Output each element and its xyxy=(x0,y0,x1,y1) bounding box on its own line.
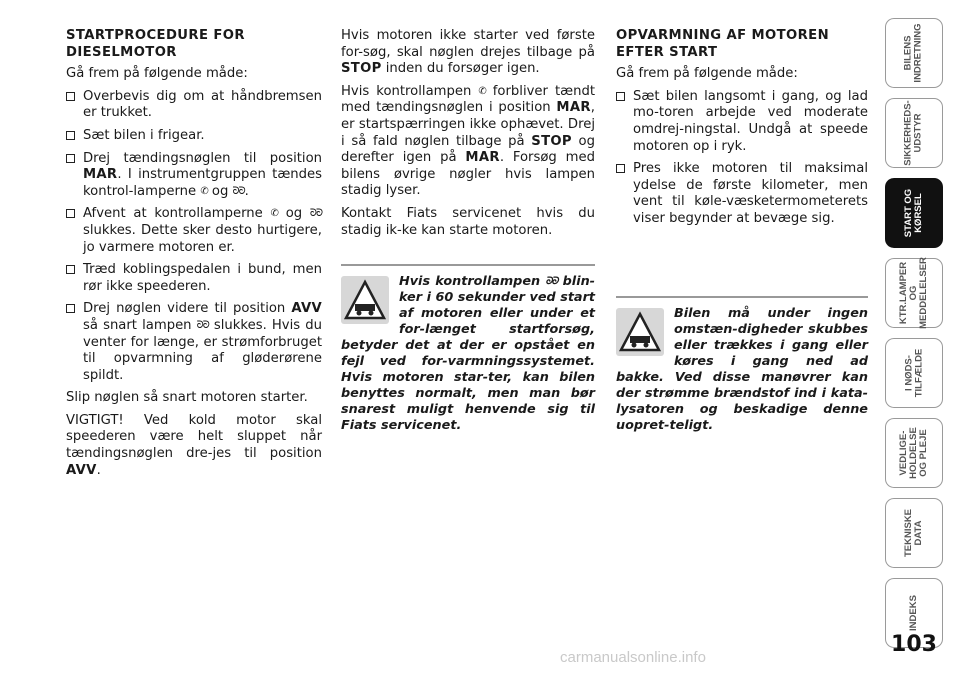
list-item: Afvent at kontrollamperne ✆ og ᘐᘐ slukkes. Dette sker desto hurtigere, jo varmere motoren er. xyxy=(66,206,322,256)
glow-plug-lamp-icon: ᘐᘐ xyxy=(545,275,558,287)
list-item: Pres ikke motoren til maksimal ydelse de første kilometer, men vent til køle-væsketermometerets viser begynder at bevæge sig. xyxy=(616,161,868,227)
bullet-box-icon xyxy=(616,92,625,101)
warning-sign-icon xyxy=(616,308,664,356)
list-item: Drej nøglen videre til position AVV så snart lampen ᘐᘐ slukkes. Hvis du venter for længe, er strømforbruget til opvarmning af gløderørene spildt. xyxy=(66,301,322,384)
intro-text: Gå frem på følgende måde: xyxy=(616,66,798,82)
warning-box-push-start: Bilen må under ingen omstæn-digheder skubbes eller trækkes i gang eller køres i gang ned ad bakke. Ved disse manøvrer kan der strømme brændstof ind i kata-lysatoren og beskadige denne uopret-teligt. xyxy=(616,296,868,434)
bullet-box-icon xyxy=(616,164,625,173)
watermark: carmanualsonline.info xyxy=(560,649,706,666)
list-item: Sæt bilen i frigear. xyxy=(66,128,322,145)
glow-plug-lamp-icon: ᘐᘐ xyxy=(196,319,209,331)
list-item: Sæt bilen langsomt i gang, og lad mo-toren arbejde ved moderate omdrej-ningstal. Undgå at speede motoren op i ryk. xyxy=(616,89,868,155)
paragraph: Hvis motoren ikke starter ved første for-søg, skal nøglen drejes tilbage på STOP inden du forsøger igen. xyxy=(341,28,595,77)
paragraph: Hvis kontrollampen ✆ forbliver tændt med tændingsnøglen i position MAR, er startspærringen ikke ophævet. Drej i så fald nøglen tilbage på STOP og derefter igen på MAR. Forsøg med bilens øvrige nøgler hvis lampen stadig lyser. xyxy=(341,83,596,199)
list-item: Træd koblingspedalen i bund, men rør ikke speederen. xyxy=(66,262,322,295)
column-warm-up xyxy=(616,28,868,234)
bullet-box-icon xyxy=(66,131,75,140)
tab-vedligeholdelse[interactable]: VEDLIGE- HOLDELSE OG PLEJE xyxy=(885,418,943,488)
section-heading: STARTPROCEDURE FOR DIESELMOTOR xyxy=(66,28,245,60)
list-item: Drej tændingsnøglen til position MAR. I instrumentgruppen tændes kontrol-lamperne ✆ og ᘐᘐ. xyxy=(66,151,322,201)
immobilizer-lamp-icon: ✆ xyxy=(270,208,278,220)
immobilizer-lamp-icon: ✆ xyxy=(478,85,486,97)
tab-i-nodstilfaelde[interactable]: I NØDS- TILFÆLDE xyxy=(885,338,943,408)
tab-tekniske-data[interactable]: TEKNISKE DATA xyxy=(885,498,943,568)
column-start-procedure xyxy=(66,28,322,485)
tab-sikkerhedsudstyr[interactable]: SIKKERHEDS- UDSTYR xyxy=(885,98,943,168)
tab-start-og-korsel[interactable]: START OG KØRSEL xyxy=(885,178,943,248)
bullet-box-icon xyxy=(66,209,75,218)
page-number: 103 xyxy=(891,632,937,657)
divider xyxy=(341,264,595,266)
glow-plug-lamp-icon: ᘐᘐ xyxy=(309,208,322,220)
bullet-box-icon xyxy=(66,265,75,274)
paragraph: Slip nøglen så snart motoren starter. xyxy=(66,390,308,406)
list-item: Overbevis dig om at håndbremsen er trukket. xyxy=(66,89,322,122)
intro-text: Gå frem på følgende måde: xyxy=(66,66,248,82)
bullet-box-icon xyxy=(66,92,75,101)
paragraph: Kontakt Fiats servicenet hvis du stadig ik-ke kan starte motoren. xyxy=(341,205,595,238)
divider xyxy=(616,296,868,298)
step-list xyxy=(66,89,322,385)
tab-ktr-lamper[interactable]: KTR.LAMPER OG MEDDELELSER xyxy=(885,258,943,328)
bullet-box-icon xyxy=(66,154,75,163)
tab-bilens-indretning[interactable]: BILENS INDRETNING xyxy=(885,18,943,88)
warning-sign-icon xyxy=(341,276,389,324)
step-list xyxy=(616,89,868,228)
tab-indeks[interactable]: INDEKS xyxy=(885,578,943,648)
paragraph: VIGTIGT! Ved kold motor skal speederen være helt sluppet når tændingsnøglen dre-jes til position AVV. xyxy=(66,412,322,478)
immobilizer-lamp-icon: ✆ xyxy=(200,185,208,197)
bullet-box-icon xyxy=(66,304,75,313)
column-start-failure xyxy=(341,28,595,245)
warning-box-glow-plug: Hvis kontrollampen ᘐᘐ blin-ker i 60 sekunder ved start af motoren eller under et for-længet startforsøg, betyder det at der er opstået en fejl ved for-varmningssystemet. Hvis motoren star-ter, kan bilen benyttes normalt, men man bør snarest muligt henvende sig til Fiats servicenet. xyxy=(341,264,595,434)
glow-plug-lamp-icon: ᘐᘐ xyxy=(232,185,245,197)
section-heading: OPVARMNING AF MOTOREN EFTER START xyxy=(616,28,830,60)
